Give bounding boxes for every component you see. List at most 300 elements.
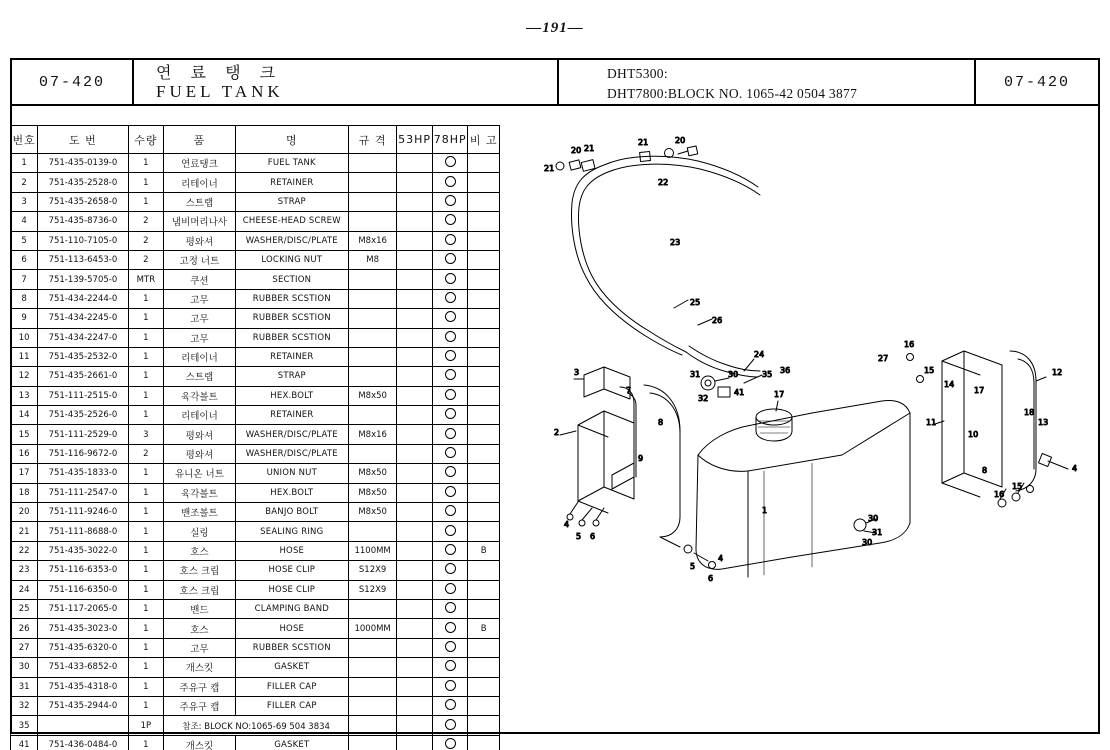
cell-drawing-number: 751-435-2661-0 xyxy=(38,367,128,386)
svg-text:3: 3 xyxy=(574,368,580,377)
applicability-marker xyxy=(445,505,456,516)
cell-item-number: 16 xyxy=(11,444,38,463)
cell-53hp xyxy=(397,328,433,347)
cell-drawing-number: 751-111-2515-0 xyxy=(38,386,128,405)
cell-78hp xyxy=(432,347,468,366)
cell-quantity: 1 xyxy=(128,464,164,483)
cell-78hp xyxy=(432,503,468,522)
cell-spec: M8x16 xyxy=(348,425,396,444)
table-row xyxy=(11,425,500,444)
cell-korean-name: 리테이너 xyxy=(164,406,235,425)
applicability-marker xyxy=(445,369,456,380)
cell-quantity: 1 xyxy=(128,619,164,638)
svg-text:31: 31 xyxy=(690,370,701,379)
cell-english-name: CLAMPING BAND xyxy=(235,599,348,618)
svg-text:16: 16 xyxy=(994,490,1005,499)
cell-78hp xyxy=(432,309,468,328)
cell-english-name: UNION NUT xyxy=(235,464,348,483)
cell-quantity: 1 xyxy=(128,696,164,715)
applicability-marker xyxy=(445,176,456,187)
table-row xyxy=(11,619,500,638)
cell-korean-name: 육각볼트 xyxy=(164,483,235,502)
cell-drawing-number: 751-139-5705-0 xyxy=(38,270,128,289)
applicability-marker xyxy=(445,156,456,167)
svg-text:27: 27 xyxy=(878,354,889,363)
cell-spec xyxy=(348,677,396,696)
svg-text:1: 1 xyxy=(762,506,768,515)
cell-korean-name: 고무 xyxy=(164,289,235,308)
cell-item-number: 1 xyxy=(11,154,38,173)
parts-table-body xyxy=(11,154,500,750)
cell-53hp xyxy=(397,735,433,750)
table-row xyxy=(11,173,500,192)
cell-english-name: RETAINER xyxy=(235,173,348,192)
cell-korean-name: 평와셔 xyxy=(164,444,235,463)
svg-text:14: 14 xyxy=(944,380,955,389)
cell-item-number: 18 xyxy=(11,483,38,502)
cell-53hp xyxy=(397,212,433,231)
cell-remark xyxy=(468,367,500,386)
svg-text:6: 6 xyxy=(590,532,596,541)
col-header-dwg: 도 번 xyxy=(38,126,128,154)
cell-drawing-number: 751-435-2944-0 xyxy=(38,696,128,715)
svg-text:31: 31 xyxy=(872,528,883,537)
table-row xyxy=(11,192,500,211)
table-row xyxy=(11,638,500,657)
svg-text:21: 21 xyxy=(544,164,555,173)
cell-remark xyxy=(468,406,500,425)
cell-remark xyxy=(468,696,500,715)
cell-53hp xyxy=(397,406,433,425)
cell-drawing-number: 751-111-8688-0 xyxy=(38,522,128,541)
cell-78hp xyxy=(432,444,468,463)
cell-korean-name: 스트랩 xyxy=(164,192,235,211)
table-row xyxy=(11,289,500,308)
cell-english-name: HOSE xyxy=(235,619,348,638)
col-header-no: 번호 xyxy=(11,126,38,154)
applicability-marker xyxy=(445,350,456,361)
cell-quantity: MTR xyxy=(128,270,164,289)
cell-drawing-number: 751-434-2244-0 xyxy=(38,289,128,308)
table-row xyxy=(11,483,500,502)
cell-english-name: HOSE CLIP xyxy=(235,561,348,580)
svg-text:8: 8 xyxy=(658,418,664,427)
col-header-spec: 규 격 xyxy=(348,126,396,154)
header-model-line-1: DHT5300: xyxy=(607,66,668,82)
cell-78hp xyxy=(432,270,468,289)
svg-text:21: 21 xyxy=(584,144,595,153)
cell-english-name: RUBBER SCSTION xyxy=(235,309,348,328)
cell-78hp xyxy=(432,250,468,269)
cell-78hp xyxy=(432,328,468,347)
cell-53hp xyxy=(397,425,433,444)
cell-78hp xyxy=(432,173,468,192)
svg-text:20: 20 xyxy=(571,146,582,155)
applicability-marker xyxy=(445,660,456,671)
cell-78hp xyxy=(432,599,468,618)
cell-78hp xyxy=(432,289,468,308)
svg-text:4: 4 xyxy=(718,554,724,563)
cell-drawing-number: 751-116-6350-0 xyxy=(38,580,128,599)
cell-drawing-number: 751-117-2065-0 xyxy=(38,599,128,618)
cell-drawing-number: 751-435-0139-0 xyxy=(38,154,128,173)
applicability-marker xyxy=(445,486,456,497)
table-row xyxy=(11,561,500,580)
cell-78hp xyxy=(432,522,468,541)
cell-korean-name: 고무 xyxy=(164,309,235,328)
applicability-marker xyxy=(445,525,456,536)
cell-korean-name: 호스 xyxy=(164,541,235,560)
table-row xyxy=(11,696,500,715)
cell-item-number: 21 xyxy=(11,522,38,541)
applicability-marker xyxy=(445,466,456,477)
cell-53hp xyxy=(397,192,433,211)
cell-item-number: 12 xyxy=(11,367,38,386)
cell-drawing-number: 751-116-9672-0 xyxy=(38,444,128,463)
cell-remark xyxy=(468,425,500,444)
cell-spec: M8 xyxy=(348,250,396,269)
cell-english-name: RUBBER SCSTION xyxy=(235,289,348,308)
cell-english-name: HEX.BOLT xyxy=(235,386,348,405)
table-row xyxy=(11,735,500,750)
cell-quantity: 1 xyxy=(128,483,164,502)
cell-quantity: 1 xyxy=(128,599,164,618)
cell-spec xyxy=(348,658,396,677)
svg-text:5: 5 xyxy=(690,562,696,571)
cell-korean-name: 냄비머리나사 xyxy=(164,212,235,231)
cell-korean-name: 평와셔 xyxy=(164,425,235,444)
cell-53hp xyxy=(397,677,433,696)
cell-item-number: 10 xyxy=(11,328,38,347)
cell-spec: S12X9 xyxy=(348,561,396,580)
cell-english-name: STRAP xyxy=(235,192,348,211)
svg-text:17: 17 xyxy=(974,386,985,395)
cell-53hp xyxy=(397,367,433,386)
cell-korean-name: 고정 너트 xyxy=(164,250,235,269)
cell-korean-name: 평와셔 xyxy=(164,231,235,250)
svg-text:15: 15 xyxy=(1012,482,1023,491)
cell-53hp xyxy=(397,541,433,560)
cell-remark xyxy=(468,638,500,657)
cell-korean-name: 연료탱크 xyxy=(164,154,235,173)
cell-quantity: 1 xyxy=(128,541,164,560)
table-row xyxy=(11,541,500,560)
cell-spec xyxy=(348,599,396,618)
cell-spec xyxy=(348,735,396,750)
cell-item-number: 14 xyxy=(11,406,38,425)
applicability-marker xyxy=(445,408,456,419)
table-row xyxy=(11,154,500,173)
cell-spec xyxy=(348,716,396,735)
cell-drawing-number: 751-113-6453-0 xyxy=(38,250,128,269)
applicability-marker xyxy=(445,389,456,400)
cell-spec xyxy=(348,212,396,231)
cell-quantity: 1 xyxy=(128,289,164,308)
cell-item-number: 20 xyxy=(11,503,38,522)
table-row xyxy=(11,580,500,599)
cell-78hp xyxy=(432,735,468,750)
cell-53hp xyxy=(397,522,433,541)
fuel-tank-exploded-diagram xyxy=(512,125,1098,685)
cell-item-number: 8 xyxy=(11,289,38,308)
cell-53hp xyxy=(397,444,433,463)
cell-korean-name: 리테이너 xyxy=(164,173,235,192)
cell-spec xyxy=(348,328,396,347)
svg-text:35: 35 xyxy=(762,370,773,379)
cell-item-number: 27 xyxy=(11,638,38,657)
cell-53hp xyxy=(397,658,433,677)
svg-text:8: 8 xyxy=(982,466,988,475)
col-header-53hp: 53HP xyxy=(397,126,433,154)
cell-78hp xyxy=(432,483,468,502)
cell-item-number: 7 xyxy=(11,270,38,289)
cell-remark xyxy=(468,522,500,541)
cell-english-name: FUEL TANK xyxy=(235,154,348,173)
svg-text:21: 21 xyxy=(638,138,649,147)
cell-item-number: 31 xyxy=(11,677,38,696)
cell-drawing-number: 751-435-2528-0 xyxy=(38,173,128,192)
table-row xyxy=(11,406,500,425)
header-title-english: FUEL TANK xyxy=(156,82,284,102)
cell-spec xyxy=(348,696,396,715)
cell-spec xyxy=(348,367,396,386)
cell-item-number: 9 xyxy=(11,309,38,328)
cell-53hp xyxy=(397,483,433,502)
cell-78hp xyxy=(432,464,468,483)
cell-53hp xyxy=(397,716,433,735)
cell-english-name: RUBBER SCSTION xyxy=(235,328,348,347)
cell-53hp xyxy=(397,289,433,308)
cell-78hp xyxy=(432,658,468,677)
applicability-marker xyxy=(445,273,456,284)
cell-53hp xyxy=(397,231,433,250)
applicability-marker xyxy=(445,195,456,206)
cell-drawing-number: 751-435-8736-0 xyxy=(38,212,128,231)
cell-remark: B xyxy=(468,619,500,638)
cell-korean-name: 유니온 너트 xyxy=(164,464,235,483)
cell-item-number: 13 xyxy=(11,386,38,405)
table-row xyxy=(11,212,500,231)
cell-remark xyxy=(468,347,500,366)
table-row xyxy=(11,386,500,405)
cell-item-number: 25 xyxy=(11,599,38,618)
cell-remark xyxy=(468,716,500,735)
cell-spec: S12X9 xyxy=(348,580,396,599)
cell-korean-name: 개스킷 xyxy=(164,735,235,750)
cell-drawing-number: 751-435-1833-0 xyxy=(38,464,128,483)
cell-english-name: HEX.BOLT xyxy=(235,483,348,502)
svg-text:26: 26 xyxy=(712,316,723,325)
cell-item-number: 15 xyxy=(11,425,38,444)
cell-78hp xyxy=(432,212,468,231)
header-title-korean: 연 료 탱 크 xyxy=(156,63,283,83)
applicability-marker xyxy=(445,234,456,245)
cell-korean-name: 호스 크립 xyxy=(164,580,235,599)
cell-spec xyxy=(348,406,396,425)
cell-quantity: 1 xyxy=(128,328,164,347)
table-row xyxy=(11,309,500,328)
cell-item-number: 3 xyxy=(11,192,38,211)
cell-remark: B xyxy=(468,541,500,560)
table-row xyxy=(11,347,500,366)
cell-korean-name: 주유구 캡 xyxy=(164,696,235,715)
cell-spec: M8x50 xyxy=(348,386,396,405)
cell-english-name: GASKET xyxy=(235,658,348,677)
svg-text:24: 24 xyxy=(754,350,765,359)
table-row xyxy=(11,464,500,483)
cell-53hp xyxy=(397,638,433,657)
svg-text:13: 13 xyxy=(1038,418,1049,427)
cell-korean-name: 스트랩 xyxy=(164,367,235,386)
cell-korean-name: 실링 xyxy=(164,522,235,541)
cell-english-name: LOCKING NUT xyxy=(235,250,348,269)
cell-drawing-number: 751-435-3022-0 xyxy=(38,541,128,560)
cell-53hp xyxy=(397,696,433,715)
cell-remark xyxy=(468,503,500,522)
svg-text:16: 16 xyxy=(904,340,915,349)
cell-quantity: 3 xyxy=(128,425,164,444)
cell-remark xyxy=(468,599,500,618)
svg-text:10: 10 xyxy=(968,430,979,439)
svg-text:30: 30 xyxy=(862,538,873,547)
cell-drawing-number: 751-111-2547-0 xyxy=(38,483,128,502)
cell-drawing-number: 751-435-2532-0 xyxy=(38,347,128,366)
applicability-marker xyxy=(445,738,456,749)
cell-item-number: 32 xyxy=(11,696,38,715)
cell-53hp xyxy=(397,154,433,173)
applicability-marker xyxy=(445,447,456,458)
table-row xyxy=(11,270,500,289)
cell-drawing-number: 751-110-7105-0 xyxy=(38,231,128,250)
svg-text:6: 6 xyxy=(708,574,714,583)
cell-spec xyxy=(348,522,396,541)
cell-78hp xyxy=(432,192,468,211)
applicability-marker xyxy=(445,428,456,439)
cell-53hp xyxy=(397,619,433,638)
cell-remark xyxy=(468,270,500,289)
cell-spec: M8x50 xyxy=(348,503,396,522)
cell-english-name: WASHER/DISC/PLATE xyxy=(235,425,348,444)
cell-quantity: 1 xyxy=(128,173,164,192)
cell-korean-name: 고무 xyxy=(164,638,235,657)
cell-53hp xyxy=(397,386,433,405)
svg-text:9: 9 xyxy=(638,454,644,463)
cell-remark xyxy=(468,658,500,677)
cell-remark xyxy=(468,309,500,328)
cell-english-name: RETAINER xyxy=(235,406,348,425)
cell-korean-name: 호스 크립 xyxy=(164,561,235,580)
cell-item-number: 26 xyxy=(11,619,38,638)
cell-quantity: 1 xyxy=(128,406,164,425)
cell-drawing-number: 751-116-6353-0 xyxy=(38,561,128,580)
cell-item-number: 2 xyxy=(11,173,38,192)
cell-drawing-number: 751-111-2529-0 xyxy=(38,425,128,444)
applicability-marker xyxy=(445,544,456,555)
cell-78hp xyxy=(432,386,468,405)
cell-quantity: 1 xyxy=(128,638,164,657)
svg-text:41: 41 xyxy=(734,388,745,397)
col-header-remark: 비 고 xyxy=(468,126,500,154)
cell-remark xyxy=(468,386,500,405)
cell-korean-name: 고무 xyxy=(164,328,235,347)
cell-remark xyxy=(468,173,500,192)
cell-english-name: SECTION xyxy=(235,270,348,289)
cell-spec xyxy=(348,270,396,289)
cell-drawing-number: 751-435-4318-0 xyxy=(38,677,128,696)
cell-quantity: 1 xyxy=(128,367,164,386)
svg-text:7: 7 xyxy=(626,386,632,395)
cell-remark xyxy=(468,250,500,269)
cell-korean-name: 쿠션 xyxy=(164,270,235,289)
header-title xyxy=(134,60,559,104)
svg-text:30: 30 xyxy=(868,514,879,523)
cell-53hp xyxy=(397,599,433,618)
cell-53hp xyxy=(397,503,433,522)
cell-english-name: GASKET xyxy=(235,735,348,750)
cell-item-number: 5 xyxy=(11,231,38,250)
cell-drawing-number xyxy=(38,716,128,735)
cell-quantity: 1 xyxy=(128,386,164,405)
svg-text:36: 36 xyxy=(780,366,791,375)
table-left-border xyxy=(10,106,12,734)
cell-english-name: FILLER CAP xyxy=(235,677,348,696)
cell-english-name: SEALING RING xyxy=(235,522,348,541)
cell-remark xyxy=(468,154,500,173)
svg-text:17: 17 xyxy=(774,390,785,399)
page-number: —191— xyxy=(526,20,584,36)
cell-53hp xyxy=(397,580,433,599)
cell-korean-name: 개스킷 xyxy=(164,658,235,677)
cell-korean-name: 호스 xyxy=(164,619,235,638)
cell-spec: 1000MM xyxy=(348,619,396,638)
applicability-marker xyxy=(445,311,456,322)
table-row xyxy=(11,250,500,269)
cell-spec xyxy=(348,154,396,173)
col-header-qty: 수량 xyxy=(128,126,164,154)
cell-drawing-number: 751-434-2247-0 xyxy=(38,328,128,347)
cell-korean-name: 주유구 캡 xyxy=(164,677,235,696)
cell-korean-name: 육각볼트 xyxy=(164,386,235,405)
cell-quantity: 1 xyxy=(128,735,164,750)
applicability-marker xyxy=(445,680,456,691)
applicability-marker xyxy=(445,253,456,264)
cell-78hp xyxy=(432,696,468,715)
table-row xyxy=(11,231,500,250)
cell-53hp xyxy=(397,250,433,269)
svg-text:30: 30 xyxy=(728,370,739,379)
table-row xyxy=(11,658,500,677)
table-header-row xyxy=(11,126,500,154)
cell-78hp xyxy=(432,406,468,425)
cell-78hp xyxy=(432,716,468,735)
table-row xyxy=(11,328,500,347)
cell-item-number: 4 xyxy=(11,212,38,231)
cell-english-name: RUBBER SCSTION xyxy=(235,638,348,657)
cell-item-number: 23 xyxy=(11,561,38,580)
cell-english-name: WASHER/DISC/PLATE xyxy=(235,444,348,463)
applicability-marker xyxy=(445,602,456,613)
svg-text:18: 18 xyxy=(1024,408,1035,417)
applicability-marker xyxy=(445,563,456,574)
cell-item-number: 41 xyxy=(11,735,38,750)
cell-remark xyxy=(468,580,500,599)
cell-english-name: STRAP xyxy=(235,367,348,386)
cell-english-name: FILLER CAP xyxy=(235,696,348,715)
cell-53hp xyxy=(397,561,433,580)
applicability-marker xyxy=(445,719,456,730)
cell-spec xyxy=(348,347,396,366)
cell-quantity: 1 xyxy=(128,580,164,599)
